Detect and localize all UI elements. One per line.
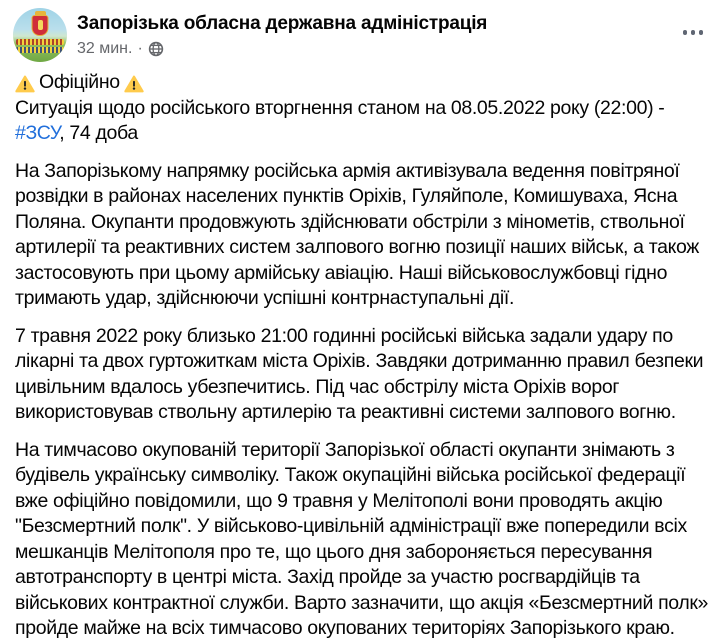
avatar-banner-bottom	[16, 47, 64, 53]
post-paragraph: 7 травня 2022 року близько 21:00 годинні російські війська задали удару по лікарні та двох гуртожиткам міста Оріхів. Завдяки дотриманню правил безпеки цивільним вдалось убезпечитись. Під час обстрілу міста Оріхів ворог використовував ствольну артилерію та реактивні системи залпового вогню.	[15, 324, 704, 423]
situation-text-before: Ситуація щодо російського вторгнення станом на 08.05.2022 року (22:00) -	[15, 96, 665, 119]
avatar-banner-top	[16, 39, 64, 45]
globe-icon	[148, 41, 164, 57]
warning-icon	[15, 74, 35, 94]
ellipsis-menu-icon	[683, 30, 688, 35]
post-content	[0, 68, 723, 642]
meta-separator: ·	[137, 40, 143, 57]
post-paragraph-intro	[15, 70, 711, 147]
ellipsis-menu-icon	[699, 30, 704, 35]
ellipsis-menu-icon	[691, 30, 696, 35]
post-paragraph: На тимчасово окупованій території Запорізької області окупанти знімають з будівель українську символіку. Також окупаційні війська російської федерації вже офіційно повідомили, що 9 травня у Мелітополі вони проводять акцію "Безсмертний полк". У військово-цивільній адміністрації вже попередили всіх мешканців Мелітополя про те, що цього дня забороняється пересування автотранспорту в центрі міста. Захід пройде за участю росгвардійців та військових контрактної служби. Варто зазначити, що акція «Безсмертний полк» пройде майже на всіх тимчасово окупованих територіях Запорізького краю.	[15, 438, 709, 639]
post-meta-row	[77, 39, 487, 58]
official-label: Офіційно	[39, 71, 120, 93]
post-header-info	[77, 8, 487, 58]
situation-text-after: , 74 доба	[59, 122, 138, 144]
more-options-button[interactable]	[679, 24, 708, 41]
post-paragraph: На Запорізькому напрямку російська армія активізувала ведення повітряної розвідки в районах населених пунктів Оріхів, Гуляйполе, Комишуваха, Ясна Поляна. Окупанти продовжують здійснювати обстріли з мінометів, ствольної артилерії та реактивних систем залпового вогню позиції наших військ, а також застосовують при цьому армійську авіацію. Наші військовослужбовці гідно тримають удар, здійснюючи успішні контрнаступальні дії.	[15, 159, 699, 309]
page-avatar[interactable]	[13, 8, 67, 62]
post-header	[0, 0, 723, 68]
hashtag-zsu-link[interactable]: #ЗСУ	[15, 122, 60, 144]
warning-icon	[124, 74, 144, 94]
official-line	[15, 70, 711, 96]
page-name-link[interactable]: Запорізька обласна державна адміністрація	[77, 13, 488, 34]
post-timestamp-link[interactable]: 32 мин.	[77, 40, 133, 57]
coat-of-arms-icon	[32, 15, 49, 36]
